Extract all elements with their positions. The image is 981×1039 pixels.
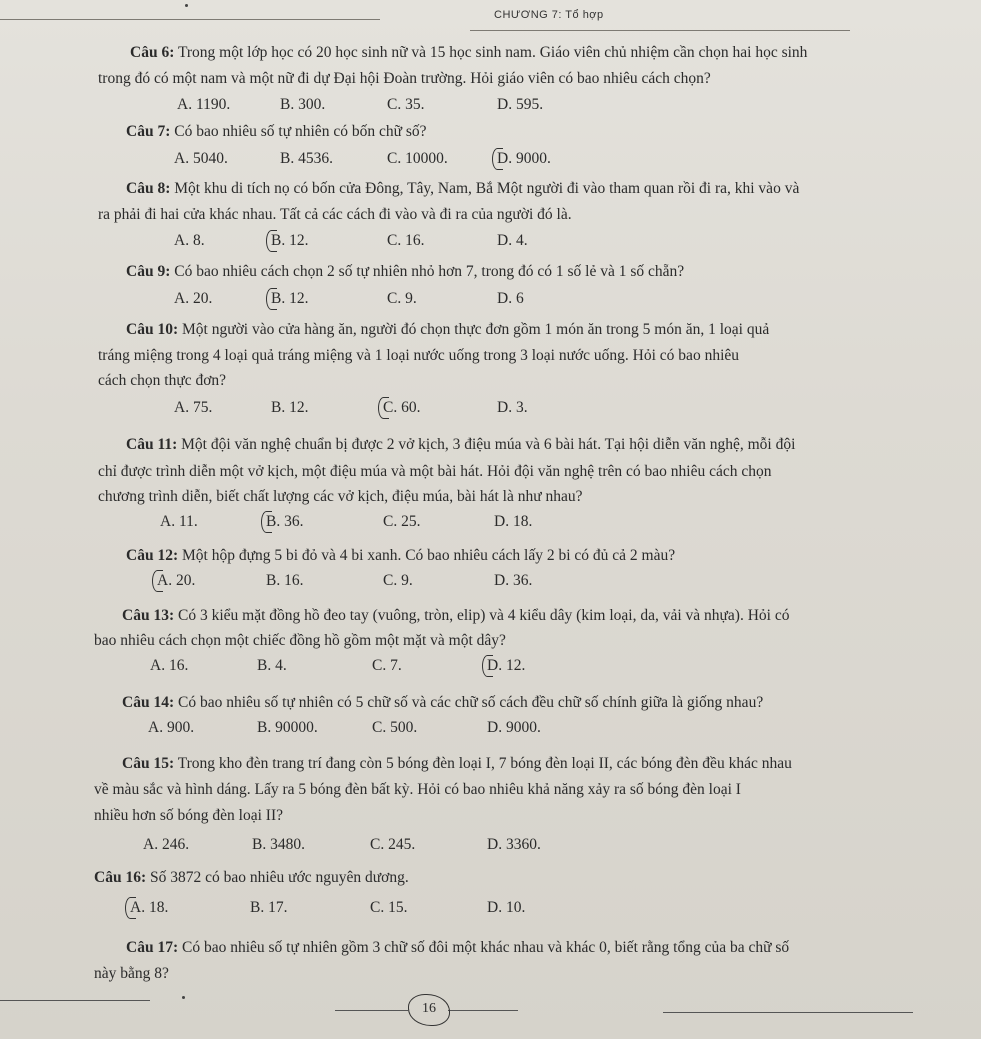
question-text: về màu sắc và hình dáng. Lấy ra 5 bóng đèn bất kỳ. Hỏi có bao nhiêu khả năng xảy ra số bóng đèn loại I	[94, 781, 741, 798]
question-8-line-2	[98, 202, 572, 228]
question-label: Câu 6:	[130, 44, 175, 61]
footer-rule-left	[0, 1000, 150, 1001]
question-text: Trong một lớp học có 20 học sinh nữ và 15 học sinh nam. Giáo viên chủ nhiệm cần chọn hai học sinh	[177, 44, 808, 61]
answer-circle	[152, 570, 163, 592]
question-text: Có bao nhiêu số tự nhiên có 5 chữ số và các chữ số cách đều chữ số chính giữa là giống nhau?	[177, 694, 764, 711]
option-a[interactable]: A. 5040.	[174, 150, 228, 167]
answer-circle	[492, 148, 503, 170]
option-c[interactable]: C. 60.	[383, 399, 420, 417]
question-text: Một hộp đựng 5 bi đỏ và 4 bi xanh. Có bao nhiêu cách lấy 2 bi có đủ cả 2 màu?	[181, 547, 676, 564]
question-text: Một người vào cửa hàng ăn, người đó chọn thực đơn gồm 1 món ăn trong 5 món ăn, 1 loại quả	[181, 321, 770, 338]
question-6-line-2	[98, 66, 711, 92]
option-a[interactable]: A. 18.	[130, 899, 168, 917]
option-d[interactable]: D. 9000.	[487, 719, 541, 736]
answer-circle	[266, 230, 277, 252]
question-15-line-3	[94, 803, 283, 829]
option-d[interactable]: D. 595.	[497, 96, 544, 113]
option-d[interactable]: D. 4.	[497, 232, 528, 249]
question-label: Câu 9:	[126, 263, 171, 280]
question-label: Câu 15:	[122, 755, 175, 772]
option-c[interactable]: C. 25.	[383, 513, 421, 530]
option-b[interactable]: B. 300.	[280, 96, 326, 113]
option-a[interactable]: A. 75.	[174, 399, 213, 416]
question-label: Câu 10:	[126, 321, 179, 338]
answer-circle	[482, 655, 493, 677]
question-7	[126, 119, 427, 145]
question-label: Câu 11:	[126, 436, 178, 453]
question-15	[122, 751, 792, 777]
option-c[interactable]: C. 245.	[370, 836, 416, 853]
option-b[interactable]: B. 4.	[257, 657, 287, 674]
option-d[interactable]: D. 3360.	[487, 836, 541, 853]
question-12	[126, 543, 675, 569]
option-c[interactable]: C. 16.	[387, 232, 425, 249]
answer-circle	[378, 397, 389, 419]
question-text: Một khu di tích nọ có bốn cửa Đông, Tây, Nam, Bắ Một người đi vào tham quan rồi đi ra, khi vào và	[174, 180, 800, 197]
question-10-line-2	[98, 343, 739, 369]
question-label: Câu 14:	[122, 694, 175, 711]
question-text: Số 3872 có bao nhiêu ước nguyên dương.	[149, 869, 409, 886]
option-d[interactable]: D. 9000.	[497, 150, 551, 168]
question-10	[126, 317, 769, 343]
option-d[interactable]: D. 36.	[494, 572, 533, 589]
question-10-line-3	[98, 368, 226, 394]
question-text: này bằng 8?	[94, 965, 169, 982]
option-b[interactable]: B. 90000.	[257, 719, 318, 736]
option-b[interactable]: B. 12.	[271, 290, 308, 308]
question-6	[130, 40, 960, 66]
option-a[interactable]: A. 11.	[160, 513, 198, 530]
question-8	[126, 176, 799, 202]
question-label: Câu 13:	[122, 607, 175, 624]
question-text: bao nhiêu cách chọn một chiếc đồng hồ gồm một mặt và một dây?	[94, 632, 506, 649]
option-c[interactable]: C. 9.	[387, 290, 417, 307]
option-d[interactable]: D. 10.	[487, 899, 526, 916]
option-c[interactable]: C. 9.	[383, 572, 413, 589]
answer-circle	[261, 511, 272, 533]
header-rule-left	[0, 19, 380, 20]
question-label: Câu 12:	[126, 547, 179, 564]
question-text: Có bao nhiêu số tự nhiên gồm 3 chữ số đôi một khác nhau và khác 0, biết rằng tổng của ba chữ số	[181, 939, 790, 956]
question-text: ra phải đi hai cửa khác nhau. Tất cả các cách đi vào và đi ra của người đó là.	[98, 206, 572, 223]
option-b[interactable]: B. 4536.	[280, 150, 333, 167]
question-11-line-2	[98, 459, 771, 485]
option-b[interactable]: B. 17.	[250, 899, 288, 916]
option-c[interactable]: C. 10000.	[387, 150, 448, 167]
question-11-line-3	[98, 484, 583, 510]
question-17	[126, 935, 789, 961]
question-11	[126, 432, 795, 458]
option-a[interactable]: A. 8.	[174, 232, 205, 249]
option-b[interactable]: B. 12.	[271, 399, 309, 416]
option-d[interactable]: D. 18.	[494, 513, 533, 530]
chapter-header: CHƯƠNG 7: Tổ hợp	[494, 9, 604, 21]
option-d[interactable]: D. 12.	[487, 657, 525, 675]
answer-circle	[266, 288, 277, 310]
option-b[interactable]: B. 36.	[266, 513, 303, 531]
option-c[interactable]: C. 7.	[372, 657, 402, 674]
option-a[interactable]: A. 900.	[148, 719, 195, 736]
question-text: chương trình diễn, biết chất lượng các vở kịch, điệu múa, bài hát là như nhau?	[98, 488, 583, 505]
header-rule-right	[470, 30, 850, 31]
option-d[interactable]: D. 3.	[497, 399, 528, 416]
question-text: trong đó có một nam và một nữ đi dự Đại hội Đoàn trường. Hỏi giáo viên có bao nhiêu cách chọn?	[98, 70, 711, 87]
question-text: tráng miệng trong 4 loại quả tráng miệng và 1 loại nước uống trong 3 loại nước uống. Hỏi có bao nhiêu	[98, 347, 740, 364]
question-text: Có bao nhiêu cách chọn 2 số tự nhiên nhỏ hơn 7, trong đó có 1 số lẻ và 1 số chẵn?	[174, 263, 685, 280]
footer-rule-right	[663, 1012, 913, 1013]
option-c[interactable]: C. 15.	[370, 899, 408, 916]
header-dot	[185, 4, 188, 7]
question-text: chỉ được trình diễn một vở kịch, một điệu múa và một bài hát. Hỏi đội văn nghệ trên có bao nhiêu cách chọn	[98, 463, 772, 480]
question-label: Câu 8:	[126, 180, 171, 197]
option-a[interactable]: A. 246.	[143, 836, 190, 853]
answer-circle	[125, 897, 136, 919]
question-text: cách chọn thực đơn?	[98, 372, 227, 389]
footer-rule-mid-left	[335, 1010, 408, 1011]
question-9	[126, 259, 684, 285]
question-text: Có bao nhiêu số tự nhiên có bốn chữ số?	[174, 123, 427, 140]
question-text: Có 3 kiểu mặt đồng hồ đeo tay (vuông, tròn, elip) và 4 kiểu dây (kim loại, da, vải và nhựa). Hỏi có	[177, 607, 790, 624]
option-a[interactable]: A. 20.	[157, 572, 195, 590]
option-b[interactable]: B. 16.	[266, 572, 304, 589]
option-b[interactable]: B. 3480.	[252, 836, 305, 853]
option-d[interactable]: D. 6	[497, 290, 524, 307]
option-a[interactable]: A. 20.	[174, 290, 213, 307]
question-text: nhiều hơn số bóng đèn loại II?	[94, 807, 283, 824]
option-c[interactable]: C. 500.	[372, 719, 418, 736]
question-17-line-2	[94, 961, 169, 987]
option-a[interactable]: A. 16.	[150, 657, 189, 674]
option-a[interactable]: A. 1190.	[177, 96, 231, 113]
question-label: Câu 7:	[126, 123, 171, 140]
option-b[interactable]: B. 12.	[271, 232, 308, 250]
question-text: Trong kho đèn trang trí đang còn 5 bóng đèn loại I, 7 bóng đèn loại II, các bóng đèn đều khác nhau	[177, 755, 792, 772]
question-13	[122, 603, 789, 629]
question-15-line-2	[94, 777, 741, 803]
question-text: Một đội văn nghệ chuẩn bị được 2 vở kịch, 3 điệu múa và 6 bài hát. Tại hội diễn văn nghệ, mỗi đội	[181, 436, 796, 453]
footer-rule-mid-right	[448, 1010, 518, 1011]
question-16	[94, 865, 409, 891]
page-number: 16	[422, 1001, 436, 1016]
question-label: Câu 16:	[94, 869, 147, 886]
footer-dot	[182, 996, 185, 999]
option-c[interactable]: C. 35.	[387, 96, 425, 113]
question-14	[122, 690, 763, 716]
question-label: Câu 17:	[126, 939, 179, 956]
question-13-line-2	[94, 628, 506, 654]
